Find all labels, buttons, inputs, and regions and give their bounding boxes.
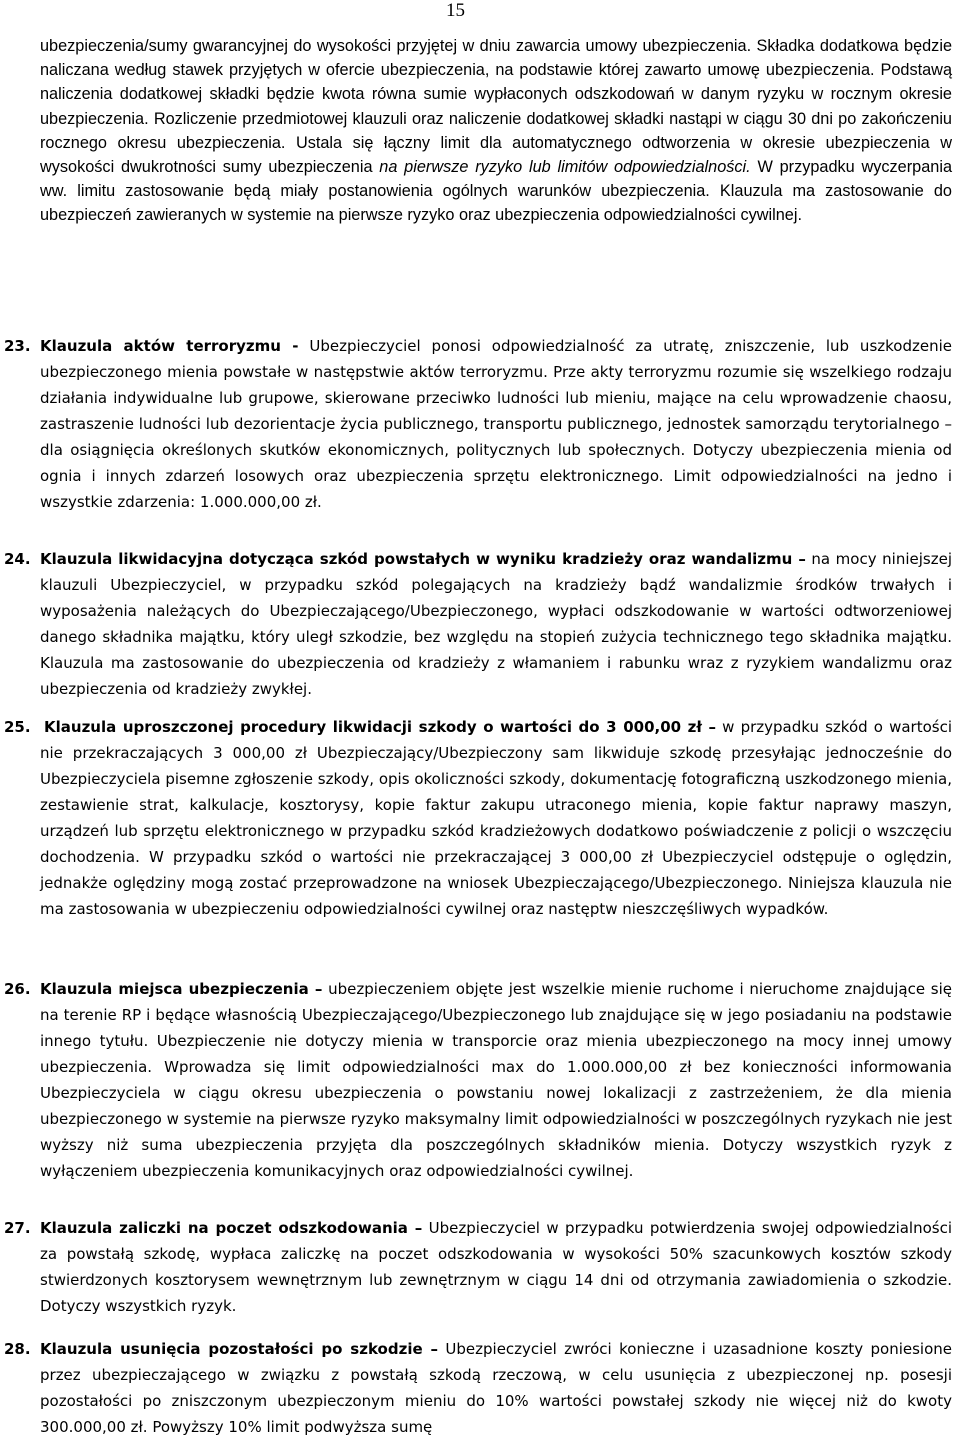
clause-23 (4, 333, 952, 515)
clause-title: Klauzula miejsca ubezpieczenia – (40, 980, 323, 998)
clause-title: Klauzula uproszczonej procedury likwidacji szkody o wartości do 3 000,00 zł – (44, 718, 717, 736)
page-number: 15 (446, 0, 465, 21)
clause-body: Ubezpieczyciel w przypadku potwierdzenia swojej odpowiedzialności za powstałą szkodę, wypłaca zaliczkę na poczet odszkodowania w wysokości 50% szacunkowych kosztów szkody stwierdzonych kosztorysem wewnętrznym lub zewnętrznym w ciągu 14 dni od otrzymania zawiadomienia o szkodzie. Dotyczy wszystkich ryzyk. (40, 1219, 953, 1316)
clause-body: ubezpieczeniem objęte jest wszelkie mienie ruchome i nieruchome znajdujące się na terenie RP i będące własnością Ubezpieczającego/Ubezpieczonego lub znajdujące się w jego posiadaniu na podstawie innego tytułu. Ubezpieczenie nie dotyczy mienia w transporcie oraz mienia ubezpieczonego na mocy innej umowy ubezpieczenia. Wprowadza się limit odpowiedzialności max do 1.000.000,00 zł bez konieczności informowania Ubezpieczyciela w ciągu okresu ubezpieczenia o powstaniu nowej lokalizacji z zastrzeżeniem, że dla mienia ubezpieczonego w systemie na pierwsze ryzyko maksymalny limit odpowiedzialności w poszczególnych ryzykach nie jest wyższy niż suma ubezpieczenia przyjęta dla poszczególnych składników mienia. Dotyczy wszystkich ryzyk z wyłączeniem ubezpieczenia komunikacyjnych oraz odpowiedzialności cywilnej. (40, 980, 952, 1181)
clause-number: 25. (4, 718, 31, 736)
clause-title: Klauzula usunięcia pozostałości po szkodzie – (40, 1340, 438, 1358)
clause-number: 27. (4, 1219, 31, 1237)
clause-25 (4, 714, 952, 922)
intro-paragraph (40, 34, 952, 228)
clause-number: 28. (4, 1340, 31, 1358)
intro-text-2: W przypadku wyczerpania ww. limitu zastosowanie będą miały postanowienia ogólnych warunków ubezpieczenia. Klauzula ma zastosowanie do ubezpieczeń zawieranych w systemie na pierwsze ryzyko oraz ubezpieczenia odpowiedzialności cywilnej. (40, 158, 952, 225)
clause-body: Ubezpieczyciel ponosi odpowiedzialność za utratę, zniszczenie, lub uszkodzenie ubezpieczonego mienia powstałe w następstwie aktów terroryzmu. Prze akty terroryzmu rozumie się wszelkiego rodzaju działania indywidualne lub grupowe, skierowane przeciwko ludności lub mieniu, mające na celu wprowadzenie chaosu, zastraszenie ludności lub dezorientacje życia publicznego, transportu publicznego, jednostek samorządu terytorialnego – dla osiągnięcia określonych skutków ekonomicznych, politycznych lub społecznych. Dotyczy ubezpieczenia mienia od ognia i innych zdarzeń losowych oraz ubezpieczenia sprzętu elektronicznego. Limit odpowiedzialności na jedno i wszystkie zdarzenia: 1.000.000,00 zł. (40, 337, 952, 512)
clause-title: Klauzula likwidacyjna dotycząca szkód powstałych w wyniku kradzieży oraz wandalizmu – (40, 550, 806, 568)
clause-26 (4, 976, 952, 1184)
clause-body: w przypadku szkód o wartości nie przekraczających 3 000,00 zł Ubezpieczający/Ubezpieczony sam likwiduje szkodę przesyłając jednocześnie do Ubezpieczyciela pisemne zgłoszenie szkody, opis okoliczności szkody, dokumentację fotograficzną uszkodzonego mienia, zestawienie strat, kalkulacje, kosztorysy, kopie faktur zakupu utraconego mienia, kopie faktur naprawy maszyn, urządzeń lub sprzętu elektronicznego w przypadku szkód kradzieżowych dodatkowo poświadczenie z policji o wszczęciu dochodzenia. W przypadku szkód o wartości nie przekraczającej 3 000,00 zł Ubezpieczyciel odstępuje o oględzin, jednakże oględziny mogą zostać przeprowadzone na wniosek Ubezpieczającego/Ubezpieczonego. Niniejsza klauzula nie ma zastosowania w ubezpieczeniu odpowiedzialności cywilnej oraz następtw nieszczęśliwych wypadków. (40, 718, 952, 919)
clause-title: Klauzula zaliczki na poczet odszkodowania – (40, 1219, 423, 1237)
clause-body: na mocy niniejszej klauzuli Ubezpieczyciel, w przypadku szkód polegających na kradzieży bądź wandalizmie środków trwałych i wyposażenia należących do Ubezpieczającego/Ubezpieczonego, wypłaci odszkodowanie w wartości odtworzeniowej danego składnika majątku, który uległ szkodzie, bez względu na stopień zużycia technicznego tego składnika majątku. Klauzula ma zastosowanie do ubezpieczenia od kradzieży z włamaniem i rabunku wraz z ryzykiem wandalizmu oraz ubezpieczenia od kradzieży zwykłej. (40, 550, 952, 699)
clause-27 (4, 1215, 952, 1319)
clause-number: 24. (4, 550, 31, 568)
clause-number: 26. (4, 980, 31, 998)
intro-italic-text: na pierwsze ryzyko lub limitów odpowiedzialności. (379, 158, 751, 177)
intro-text-1: ubezpieczenia/sumy gwarancyjnej do wysokości przyjętej w dniu zawarcia umowy ubezpieczenia. Składka dodatkowa będzie naliczana według stawek przyjętych w ofercie ubezpieczenia, na podstawie której zawarto umowę ubezpieczenia. Podstawą naliczenia dodatkowej składki będzie kwota równa sumie wypłaconych odszkodowań w danym ryzyku w rocznym okresie ubezpieczenia. Rozliczenie przedmiotowej klauzuli oraz naliczenie dodatkowej składki nastąpi w ciągu 30 dni po zakończeniu rocznego okresu ubezpieczenia. Ustala się łączny limit dla automatycznego odtworzenia w okresie ubezpieczenia w wysokości dwukrotności sumy ubezpieczenia (40, 37, 952, 177)
clause-number: 23. (4, 337, 31, 355)
clause-title: Klauzula aktów terroryzmu - (40, 337, 299, 355)
clause-body: Ubezpieczyciel zwróci konieczne i uzasadnione koszty poniesione przez ubezpieczającego w związku z powstałą szkodą rzeczową, w celu usunięcia z ubezpieczonej np. posesji pozostałości po zniszczonym ubezpieczonym mieniu do 10% wartości powstałej szkody nie więcej niż do kwoty 300.000,00 zł. Powyższy 10% limit podwyższa sumę (40, 1340, 952, 1437)
clause-28 (4, 1336, 952, 1440)
clause-24 (4, 546, 952, 702)
